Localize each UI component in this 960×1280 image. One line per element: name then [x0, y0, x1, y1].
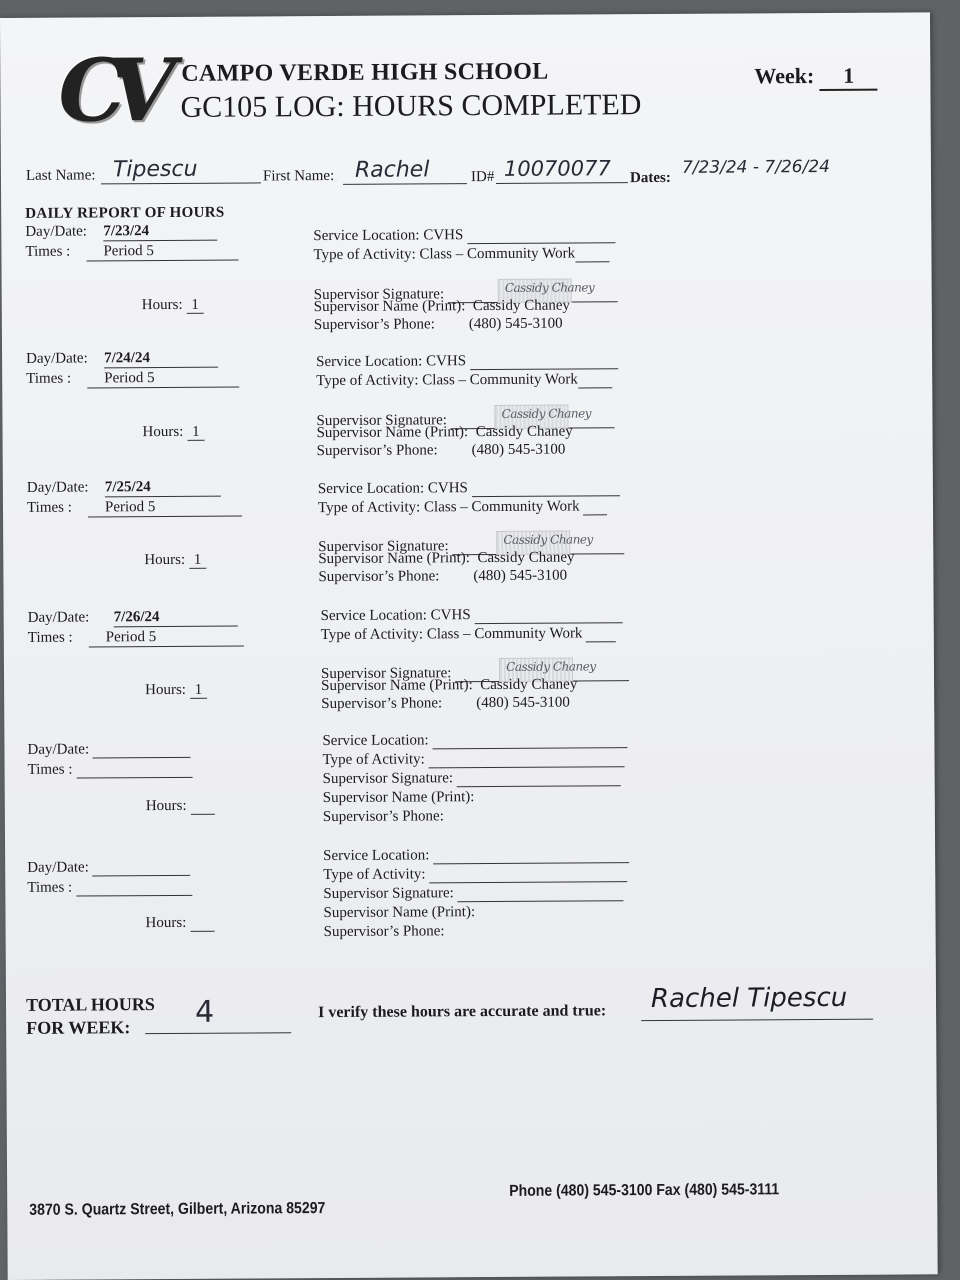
supervisor-name: Supervisor Name (Print):: [323, 904, 476, 922]
day-date-label: Day/Date:: [27, 741, 190, 759]
supervisor-name: Supervisor Name (Print):: [322, 789, 475, 807]
times-value: Period 5: [89, 629, 244, 648]
first-name-value: Rachel: [354, 157, 430, 183]
supervisor-signature: Supervisor Signature: Cassidy Chaney: [316, 404, 614, 430]
type-of-activity: Type of Activity: Class – Community Work: [321, 625, 617, 644]
times-label: Times :: [25, 243, 71, 260]
day-date-label: Day/Date:: [26, 350, 88, 367]
hours-field: Hours: 1: [142, 424, 204, 441]
log-title: GC105 LOG: HOURS COMPLETED: [180, 88, 642, 124]
school-address: 3870 S. Quartz Street, Gilbert, Arizona 85297: [29, 1200, 326, 1219]
supervisor-name: Supervisor Name (Print): Cassidy Chaney: [321, 676, 578, 695]
week-value: 1: [820, 63, 878, 91]
supervisor-signature: Supervisor Signature: Cassidy Chaney: [318, 530, 624, 556]
first-name-label: First Name:: [262, 167, 335, 185]
times-label: Times :: [26, 370, 72, 387]
service-location: Service Location:: [323, 846, 629, 865]
signature-image: Cassidy Chaney: [496, 531, 570, 555]
times-value: Period 5: [88, 499, 242, 518]
student-signature: Rachel Tipescu: [650, 982, 848, 1015]
supervisor-signature: Supervisor Signature:: [323, 769, 621, 788]
day-date-value: 7/23/24: [103, 223, 217, 242]
day-date-label: Day/Date:: [25, 223, 87, 240]
service-location: Service Location: CVHS: [316, 352, 618, 371]
times-label: Times :: [26, 499, 72, 516]
verify-signature-field: [641, 981, 873, 1021]
signature-image: Cassidy Chaney: [499, 658, 573, 682]
day-date-label: Day/Date:: [26, 479, 89, 496]
hours-field: Hours:: [146, 798, 215, 815]
first-name-field: [343, 157, 467, 185]
signature-image: Cassidy Chaney: [498, 279, 572, 303]
times-value: Period 5: [87, 370, 239, 389]
day-date-label: Day/Date:: [27, 609, 90, 626]
supervisor-signature: Supervisor Signature: Cassidy Chaney: [314, 278, 618, 304]
hours-field: Hours: 1: [142, 297, 204, 314]
id-field: [496, 156, 628, 184]
supervisor-signature: Supervisor Signature: Cassidy Chaney: [321, 657, 629, 683]
service-location: Service Location: CVHS: [321, 606, 623, 625]
dates-value: 7/23/24 - 7/26/24: [681, 156, 831, 178]
dates-label: Dates:: [629, 169, 671, 187]
supervisor-phone: Supervisor’s Phone:: [323, 923, 445, 941]
last-name-value: Tipescu: [112, 156, 198, 183]
hours-field: Hours: 1: [145, 682, 207, 699]
supervisor-phone: Supervisor’s Phone: (480) 545-3100: [313, 315, 563, 334]
supervisor-phone: Supervisor’s Phone: (480) 545-3100: [321, 694, 570, 713]
last-name-label: Last Name:: [25, 167, 96, 184]
supervisor-phone: Supervisor’s Phone:: [322, 808, 444, 826]
last-name-field: [101, 156, 261, 184]
school-name: CAMPO VERDE HIGH SCHOOL: [181, 58, 549, 87]
supervisor-signature: Supervisor Signature:: [323, 884, 623, 903]
supervisor-name: Supervisor Name (Print): Cassidy Chaney: [316, 423, 573, 442]
school-phone-fax: Phone (480) 545-3100 Fax (480) 545-3111: [509, 1181, 780, 1200]
supervisor-phone: Supervisor’s Phone: (480) 545-3100: [316, 441, 566, 460]
total-hours-value: 4: [194, 994, 215, 1030]
school-logo: CV: [58, 40, 158, 142]
type-of-activity: Type of Activity: Class – Community Work: [313, 245, 609, 264]
times-label: Times :: [27, 629, 73, 646]
times-label: Times :: [28, 761, 193, 779]
times-label: Times :: [27, 879, 192, 897]
id-label: ID#: [470, 168, 495, 186]
dates-field: [682, 157, 842, 184]
service-location: Service Location:: [322, 731, 627, 750]
times-value: Period 5: [86, 243, 238, 262]
type-of-activity: Type of Activity:: [323, 865, 627, 884]
week-field: [754, 63, 878, 92]
log-sheet: [0, 12, 938, 1280]
supervisor-name: Supervisor Name (Print): Cassidy Chaney: [313, 297, 571, 316]
hours-field: Hours: 1: [144, 552, 206, 569]
supervisor-name: Supervisor Name (Print): Cassidy Chaney: [318, 549, 575, 568]
id-value: 10070077: [503, 156, 611, 181]
for-week-label: FOR WEEK:: [26, 1017, 131, 1038]
week-label: Week:: [754, 63, 815, 89]
service-location: Service Location: CVHS: [313, 226, 615, 245]
service-location: Service Location: CVHS: [318, 479, 620, 498]
signature-image: Cassidy Chaney: [495, 405, 569, 429]
supervisor-phone: Supervisor’s Phone: (480) 545-3100: [318, 567, 568, 586]
type-of-activity: Type of Activity: Class – Community Work: [318, 498, 608, 517]
day-date-value: 7/25/24: [105, 479, 221, 498]
total-hours-field: [145, 994, 291, 1034]
day-date-value: 7/26/24: [114, 609, 238, 628]
verify-label: I verify these hours are accurate and true:: [318, 1002, 607, 1022]
day-date-label: Day/Date:: [27, 859, 190, 877]
hours-field: Hours:: [145, 915, 214, 932]
day-date-value: 7/24/24: [104, 350, 218, 369]
type-of-activity: Type of Activity:: [322, 750, 624, 769]
total-hours-label: TOTAL HOURS: [25, 994, 155, 1015]
type-of-activity: Type of Activity: Class – Community Work: [316, 371, 612, 390]
section-title: DAILY REPORT OF HOURS: [25, 204, 225, 222]
